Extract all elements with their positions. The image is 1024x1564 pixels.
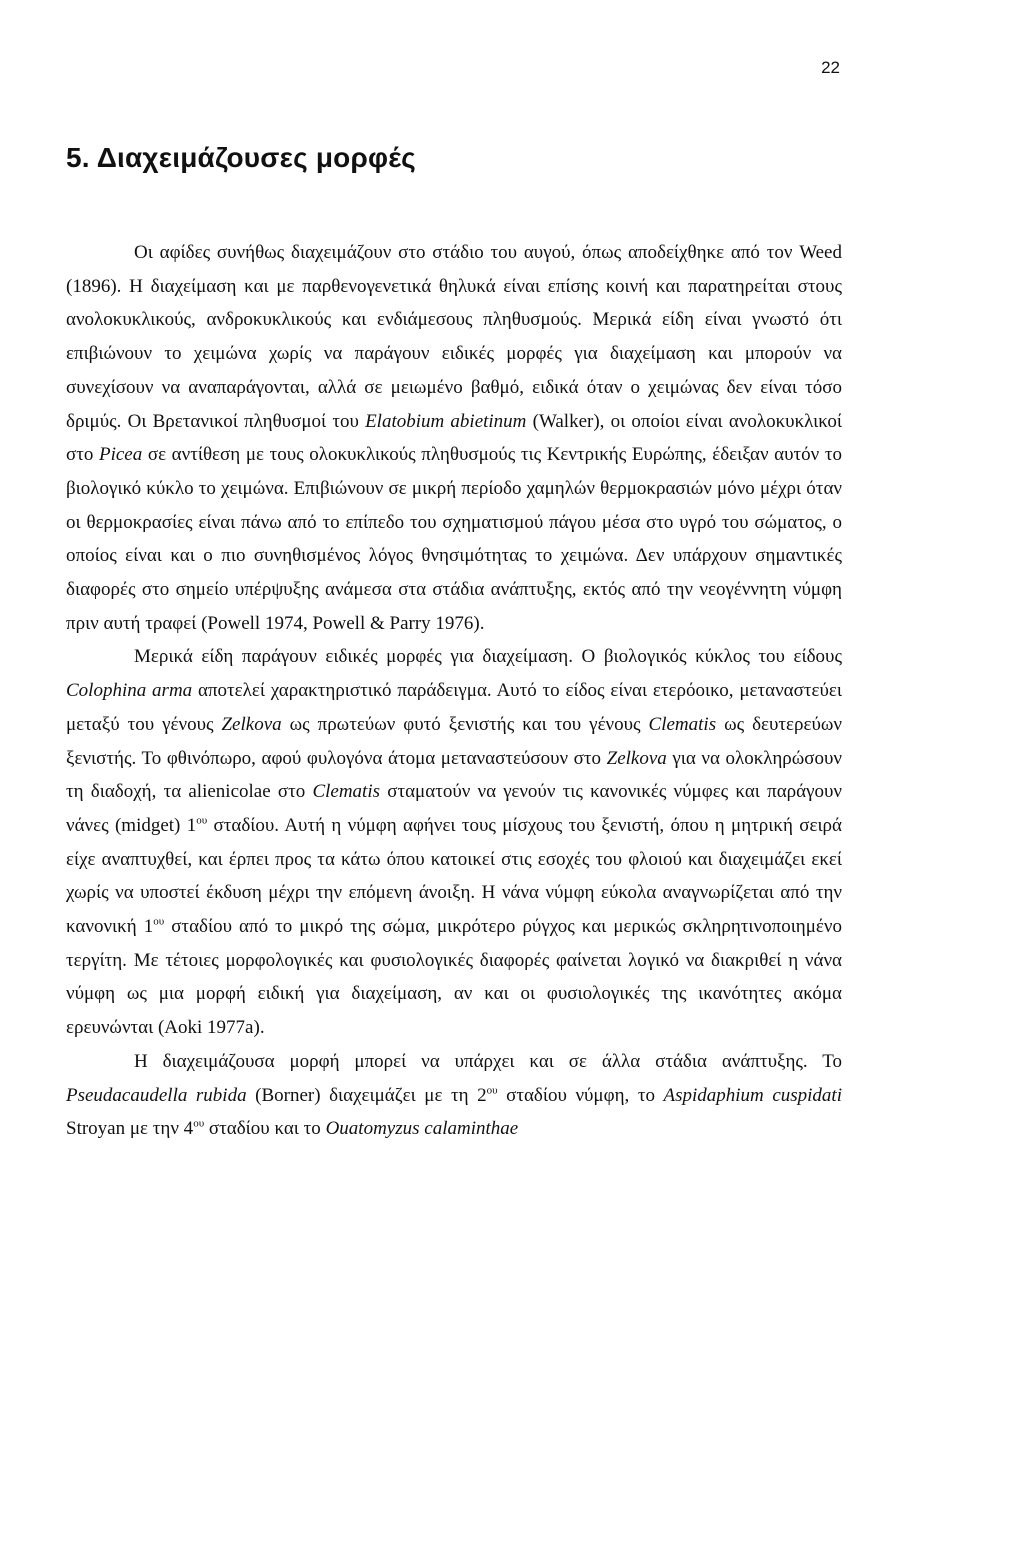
text-segment: ως δευτερεύων ξενιστής. Το φθινόπωρο, αφού φυλογόνα άτομα μεταναστεύσουν στο [66,713,842,769]
species-name: Elatobium abietinum [365,410,527,432]
species-name: Aspidaphium cuspidati [663,1084,842,1106]
text-segment: σταδίου από το μικρό της σώμα, μικρότερο ρύγχος και μερικώς σκληρητινοποιημένο τεργίτη. Με τέτοιες μορφολογικές και φυσιολογικές διαφορές φαίνεται λογικό να διακριθεί η νάνα νύμφη ως μια μορφή ειδική για διαχείμαση, αν και οι φυσιολογικές της ικανότητες ακόμα ερευνώνται (Aoki 1977a). [66,916,842,1039]
text-segment: σε αντίθεση με τους ολοκυκλικούς πληθυσμούς τις Κεντρικής Ευρώπης, έδειξαν αυτόν το βιολογικό κύκλο το χειμώνα. Επιβιώνουν σε μικρή περίοδο χαμηλών θερμοκρασιών μόνο μέχρι όταν οι θερμοκρασίες είναι πάνω από το επίπεδο του σχηματισμού πάγου μέσα στο υγρό του σώματος, ο οποίος είναι και ο πιο συνηθισμένος λόγος θνησιμότητας το χειμώνα. Δεν υπάρχουν σημαντικές διαφορές στο σημείο υπέρψυξης ανάμεσα στα στάδια ανάπτυξης, εκτός από την νεογέννητη νύμφη πριν αυτή τραφεί (Powell 1974, Powell & Parry 1976). [66,444,842,634]
text-segment: αποτελεί χαρακτηριστικό παράδειγμα. Αυτό το είδος είναι ετερόοικο, μεταναστεύει μεταξύ του γένους [66,680,842,735]
text-segment: για να ολοκληρώσουν τη διαδοχή, τα alienicolae στο [66,747,842,803]
species-name: Picea [98,444,143,466]
species-name: Zelkova [606,747,667,769]
ordinal-suffix: ου [196,814,208,827]
species-name: Ouatomyzus calaminthae [325,1118,519,1140]
species-name: Colophina arma [66,680,193,702]
ordinal-suffix: ου [153,915,165,928]
text-segment: (Borner) διαχειμάζει με τη 2 [246,1084,487,1106]
text-segment: σταδίου νύμφη, το [497,1084,664,1106]
species-name: Pseudacaudella rubida [66,1084,247,1106]
species-name: Clematis [312,781,381,803]
text-segment: (Walker), οι οποίοι είναι ανολοκυκλικοί στο [66,410,843,466]
ordinal-suffix: ου [193,1117,205,1130]
section-heading: 5. Διαχειμάζουσες μορφές [66,142,416,173]
paragraph [66,1045,842,1146]
ordinal-suffix: ου [486,1084,498,1097]
body-text [66,236,842,1146]
text-segment: Η διαχειμάζουσα μορφή μπορεί να υπάρχει και σε άλλα στάδια ανάπτυξης. Το [134,1050,842,1072]
text-segment: ως πρωτεύων φυτό ξενιστής και του γένους [281,713,649,735]
text-segment: σταματούν να γενούν τις κανονικές νύμφες και παράγουν νάνες (midget) 1 [66,781,842,836]
species-name: Clematis [648,713,717,735]
page-number: 22 [821,58,840,77]
species-name: Zelkova [221,713,282,735]
text-segment: σταδίου. Αυτή η νύμφη αφήνει τους μίσχους του ξενιστή, όπου η μητρική σειρά είχε αναπτυχθεί, και έρπει προς τα κάτω όπου κατοικεί στις εσοχές του φλοιού και διαχειμάζει εκεί χωρίς να υποστεί έκδυση μέχρι την επόμενη άνοιξη. Η νάνα νύμφη εύκολα αναγνωρίζεται από την κανονική 1 [66,814,842,938]
text-segment: Μερικά είδη παράγουν ειδικές μορφές για διαχείμαση. Ο βιολογικός κύκλος του είδους [134,646,842,668]
paragraph [66,236,842,640]
text-segment: σταδίου και το [204,1118,326,1140]
paragraph [66,640,842,1044]
text-segment: Οι αφίδες συνήθως διαχειμάζουν στο στάδιο του αυγού, όπως αποδείχθηκε από τον Weed (1896). Η διαχείμαση και με παρθενογενετικά θηλυκά είναι επίσης κοινή και παρατηρείται στους ανολοκυκλικούς, ανδροκυκλικούς και ενδιάμεσους πληθυσμούς. Μερικά είδη είναι γνωστό ότι επιβιώνουν το χειμώνα χωρίς να παράγουν ειδικές μορφές για διαχείμαση και μπορούν να συνεχίσουν να αναπαράγονται, αλλά σε μειωμένο βαθμό, ειδικά όταν ο χειμώνας δεν είναι τόσο δριμύς. Οι Βρετανικοί πληθυσμοί του [66,242,842,432]
text-segment: Stroyan με την 4 [66,1118,194,1140]
